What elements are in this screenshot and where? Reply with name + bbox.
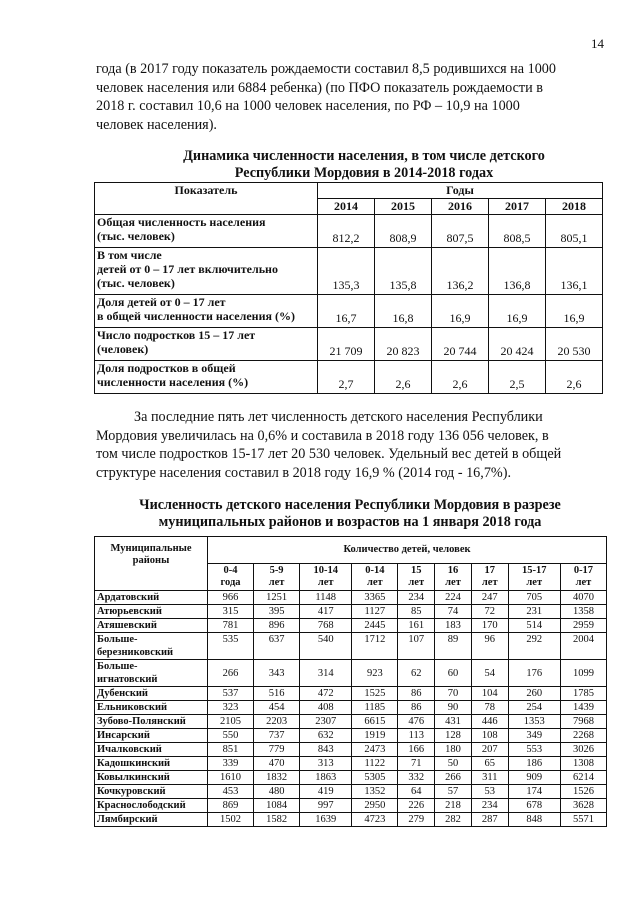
page-number: 14 xyxy=(591,36,604,51)
value-cell: 2,6 xyxy=(432,361,489,394)
count-cell: 89 xyxy=(435,633,472,660)
count-cell: 311 xyxy=(471,771,508,785)
district-name-line: Краснослободский xyxy=(97,800,186,811)
count-cell: 2307 xyxy=(300,715,352,729)
district-name xyxy=(95,813,208,827)
count-cell: 1084 xyxy=(254,799,300,813)
district-row xyxy=(95,715,607,729)
count-cell: 632 xyxy=(300,729,352,743)
age-group-unit: лет xyxy=(367,577,383,588)
count-cell: 1099 xyxy=(560,660,606,687)
count-cell: 266 xyxy=(208,660,254,687)
district-row xyxy=(95,591,607,605)
district-name-line: Больше- xyxy=(97,661,138,672)
count-cell: 207 xyxy=(471,743,508,757)
value-cell: 2,7 xyxy=(318,361,375,394)
row-label-line: детей от 0 – 17 лет включительно xyxy=(97,262,278,276)
district-row xyxy=(95,785,607,799)
count-cell: 2445 xyxy=(352,619,398,633)
value-cell: 808,5 xyxy=(489,215,546,248)
age-group-unit: года xyxy=(220,577,241,588)
district-name xyxy=(95,619,208,633)
age-group-range: 0-14 xyxy=(365,565,385,576)
district-name-line: Инсарский xyxy=(97,730,150,741)
count-cell: 637 xyxy=(254,633,300,660)
count-cell: 57 xyxy=(435,785,472,799)
count-cell: 417 xyxy=(300,605,352,619)
count-cell: 537 xyxy=(208,687,254,701)
count-cell: 174 xyxy=(508,785,560,799)
count-cell: 104 xyxy=(471,687,508,701)
district-name-line: Ичалковский xyxy=(97,744,162,755)
district-name xyxy=(95,715,208,729)
district-children-table xyxy=(94,536,607,827)
district-name-line: Лямбирский xyxy=(97,814,158,825)
age-group-header xyxy=(352,564,398,591)
value-cell: 16,8 xyxy=(375,295,432,328)
count-cell: 869 xyxy=(208,799,254,813)
intro-line: человек населения или 6884 ребенка) (по ПФО показатель рождаемости в xyxy=(96,79,543,96)
value-cell: 16,9 xyxy=(489,295,546,328)
age-group-range: 5-9 xyxy=(269,565,284,576)
district-name-line: Дубенский xyxy=(97,688,148,699)
count-cell: 1712 xyxy=(352,633,398,660)
count-cell: 550 xyxy=(208,729,254,743)
count-cell: 1525 xyxy=(352,687,398,701)
row-label-line: (тыс. человек) xyxy=(97,229,175,243)
count-cell: 2004 xyxy=(560,633,606,660)
count-cell: 514 xyxy=(508,619,560,633)
header-district xyxy=(95,537,208,591)
header-count: Количество детей, человек xyxy=(208,537,607,564)
value-cell: 16,9 xyxy=(432,295,489,328)
count-cell: 6615 xyxy=(352,715,398,729)
value-cell: 808,9 xyxy=(375,215,432,248)
count-cell: 349 xyxy=(508,729,560,743)
count-cell: 4723 xyxy=(352,813,398,827)
count-cell: 966 xyxy=(208,591,254,605)
count-cell: 7968 xyxy=(560,715,606,729)
count-cell: 65 xyxy=(471,757,508,771)
year-header: 2016 xyxy=(432,199,489,215)
table-row xyxy=(95,328,603,361)
district-name-line: березниковский xyxy=(97,647,174,658)
age-group-range: 16 xyxy=(447,565,459,576)
value-cell: 135,8 xyxy=(375,248,432,295)
row-label-line: Общая численность населения xyxy=(97,215,266,229)
count-cell: 54 xyxy=(471,660,508,687)
count-cell: 2105 xyxy=(208,715,254,729)
count-cell: 909 xyxy=(508,771,560,785)
count-cell: 1785 xyxy=(560,687,606,701)
count-cell: 480 xyxy=(254,785,300,799)
intro-line: человек населения). xyxy=(96,116,217,133)
district-name-line: Ельниковский xyxy=(97,702,168,713)
count-cell: 287 xyxy=(471,813,508,827)
count-cell: 5305 xyxy=(352,771,398,785)
year-header: 2017 xyxy=(489,199,546,215)
district-name-line: игнатовский xyxy=(97,674,158,685)
count-cell: 332 xyxy=(398,771,435,785)
value-cell: 20 823 xyxy=(375,328,432,361)
table-row xyxy=(95,215,603,248)
count-cell: 6214 xyxy=(560,771,606,785)
count-cell: 781 xyxy=(208,619,254,633)
table1-title-line: Республики Мордовия в 2014-2018 годах xyxy=(234,165,494,181)
age-group-header xyxy=(254,564,300,591)
age-group-header xyxy=(560,564,606,591)
count-cell: 108 xyxy=(471,729,508,743)
value-cell: 21 709 xyxy=(318,328,375,361)
age-group-unit: лет xyxy=(268,577,285,588)
district-row xyxy=(95,771,607,785)
row-label-line: Доля подростков в общей xyxy=(97,361,236,375)
count-cell: 71 xyxy=(398,757,435,771)
value-cell: 805,1 xyxy=(546,215,603,248)
district-name-line: Атяшевский xyxy=(97,620,157,631)
district-row xyxy=(95,701,607,715)
age-group-range: 15-17 xyxy=(522,565,547,576)
year-header: 2018 xyxy=(546,199,603,215)
header-district-line: районы xyxy=(132,555,170,566)
table-row xyxy=(95,248,603,295)
intro-paragraph xyxy=(96,60,604,134)
district-name xyxy=(95,660,208,687)
count-cell: 3026 xyxy=(560,743,606,757)
row-label-line: (человек) xyxy=(97,342,149,356)
summary-line: Мордовия увеличилась на 0,6% и составила в 2018 году 136 056 человек, в xyxy=(96,427,549,444)
count-cell: 395 xyxy=(254,605,300,619)
count-cell: 476 xyxy=(398,715,435,729)
district-name-line: Зубово-Полянский xyxy=(97,716,186,727)
value-cell: 20 744 xyxy=(432,328,489,361)
district-name xyxy=(95,757,208,771)
count-cell: 923 xyxy=(352,660,398,687)
district-name xyxy=(95,605,208,619)
count-cell: 896 xyxy=(254,619,300,633)
district-name xyxy=(95,771,208,785)
value-cell: 16,7 xyxy=(318,295,375,328)
count-cell: 3365 xyxy=(352,591,398,605)
count-cell: 313 xyxy=(300,757,352,771)
value-cell: 16,9 xyxy=(546,295,603,328)
value-cell: 136,1 xyxy=(546,248,603,295)
value-cell: 135,3 xyxy=(318,248,375,295)
count-cell: 74 xyxy=(435,605,472,619)
count-cell: 470 xyxy=(254,757,300,771)
district-name xyxy=(95,729,208,743)
district-name xyxy=(95,633,208,660)
count-cell: 2203 xyxy=(254,715,300,729)
age-group-range: 0-17 xyxy=(573,565,594,576)
count-cell: 516 xyxy=(254,687,300,701)
count-cell: 1353 xyxy=(508,715,560,729)
row-label xyxy=(95,328,318,361)
count-cell: 768 xyxy=(300,619,352,633)
count-cell: 997 xyxy=(300,799,352,813)
count-cell: 254 xyxy=(508,701,560,715)
count-cell: 218 xyxy=(435,799,472,813)
count-cell: 176 xyxy=(508,660,560,687)
district-name xyxy=(95,687,208,701)
table-row xyxy=(95,295,603,328)
count-cell: 1358 xyxy=(560,605,606,619)
table2-title-line: муниципальных районов и возрастов на 1 января 2018 года xyxy=(158,514,542,530)
count-cell: 292 xyxy=(508,633,560,660)
table1-title xyxy=(94,148,634,182)
count-cell: 535 xyxy=(208,633,254,660)
count-cell: 224 xyxy=(435,591,472,605)
count-cell: 314 xyxy=(300,660,352,687)
row-label xyxy=(95,361,318,394)
count-cell: 848 xyxy=(508,813,560,827)
count-cell: 540 xyxy=(300,633,352,660)
header-district-line: Муниципальные xyxy=(110,543,192,554)
row-label xyxy=(95,295,318,328)
intro-line: 2018 г. составил 10,6 на 1000 человек населения, по РФ – 10,9 на 1000 xyxy=(96,98,520,115)
row-label-line: (тыс. человек) xyxy=(97,276,175,290)
district-name-line: Больше- xyxy=(97,634,138,645)
count-cell: 779 xyxy=(254,743,300,757)
age-group-range: 17 xyxy=(484,565,496,576)
age-group-range: 10-14 xyxy=(313,565,338,576)
age-group-header xyxy=(508,564,560,591)
count-cell: 1502 xyxy=(208,813,254,827)
district-row xyxy=(95,729,607,743)
district-row xyxy=(95,619,607,633)
table2-title-line: Численность детского населения Республики Мордовия в разрезе xyxy=(139,497,561,513)
row-label-line: в общей численности населения (%) xyxy=(97,309,295,323)
age-group-header xyxy=(471,564,508,591)
header-indicator: Показатель xyxy=(95,183,318,215)
count-cell: 1308 xyxy=(560,757,606,771)
count-cell: 843 xyxy=(300,743,352,757)
count-cell: 113 xyxy=(398,729,435,743)
age-group-header xyxy=(435,564,472,591)
count-cell: 183 xyxy=(435,619,472,633)
count-cell: 1185 xyxy=(352,701,398,715)
district-row xyxy=(95,605,607,619)
count-cell: 231 xyxy=(508,605,560,619)
count-cell: 343 xyxy=(254,660,300,687)
count-cell: 1148 xyxy=(300,591,352,605)
count-cell: 2959 xyxy=(560,619,606,633)
value-cell: 20 530 xyxy=(546,328,603,361)
count-cell: 1526 xyxy=(560,785,606,799)
district-row xyxy=(95,633,607,660)
count-cell: 128 xyxy=(435,729,472,743)
age-group-unit: лет xyxy=(526,577,543,588)
value-cell: 136,2 xyxy=(432,248,489,295)
count-cell: 266 xyxy=(435,771,472,785)
value-cell: 136,8 xyxy=(489,248,546,295)
district-name xyxy=(95,785,208,799)
row-label-line: Доля детей от 0 – 17 лет xyxy=(97,295,226,309)
count-cell: 2473 xyxy=(352,743,398,757)
age-group-header xyxy=(208,564,254,591)
district-row xyxy=(95,813,607,827)
count-cell: 1582 xyxy=(254,813,300,827)
district-row xyxy=(95,799,607,813)
count-cell: 282 xyxy=(435,813,472,827)
count-cell: 1863 xyxy=(300,771,352,785)
age-group-unit: лет xyxy=(445,577,461,588)
summary-line: структуре населения составил в 2018 году 16,9 % (2014 год - 16,7%). xyxy=(96,464,512,481)
district-row xyxy=(95,660,607,687)
row-label xyxy=(95,215,318,248)
count-cell: 86 xyxy=(398,701,435,715)
summary-line: За последние пять лет численность детского населения Республики xyxy=(134,409,543,425)
count-cell: 53 xyxy=(471,785,508,799)
count-cell: 1439 xyxy=(560,701,606,715)
count-cell: 1122 xyxy=(352,757,398,771)
count-cell: 454 xyxy=(254,701,300,715)
count-cell: 472 xyxy=(300,687,352,701)
count-cell: 2950 xyxy=(352,799,398,813)
count-cell: 431 xyxy=(435,715,472,729)
count-cell: 166 xyxy=(398,743,435,757)
age-group-range: 0-4 xyxy=(223,565,238,576)
count-cell: 553 xyxy=(508,743,560,757)
count-cell: 260 xyxy=(508,687,560,701)
count-cell: 186 xyxy=(508,757,560,771)
count-cell: 96 xyxy=(471,633,508,660)
count-cell: 1127 xyxy=(352,605,398,619)
count-cell: 1919 xyxy=(352,729,398,743)
age-group-range: 15 xyxy=(411,565,422,576)
district-row xyxy=(95,687,607,701)
district-name-line: Ардатовский xyxy=(97,592,160,603)
row-label-line: В том числе xyxy=(97,248,162,262)
count-cell: 247 xyxy=(471,591,508,605)
age-group-unit: лет xyxy=(408,577,425,588)
row-label-line: численности населения (%) xyxy=(97,375,249,389)
count-cell: 851 xyxy=(208,743,254,757)
count-cell: 60 xyxy=(435,660,472,687)
count-cell: 85 xyxy=(398,605,435,619)
count-cell: 78 xyxy=(471,701,508,715)
intro-line: года (в 2017 году показатель рождаемости составил 8,5 родившихся на 1000 xyxy=(96,61,556,77)
value-cell: 2,6 xyxy=(375,361,432,394)
count-cell: 107 xyxy=(398,633,435,660)
table2-title xyxy=(60,497,640,531)
table-row xyxy=(95,361,603,394)
count-cell: 446 xyxy=(471,715,508,729)
age-group-unit: лет xyxy=(317,577,334,588)
summary-line: том числе подростков 15-17 лет 20 530 человек. Удельный вес детей в общей xyxy=(96,446,562,463)
value-cell: 20 424 xyxy=(489,328,546,361)
count-cell: 1352 xyxy=(352,785,398,799)
count-cell: 1251 xyxy=(254,591,300,605)
district-name xyxy=(95,591,208,605)
count-cell: 279 xyxy=(398,813,435,827)
district-name xyxy=(95,799,208,813)
count-cell: 180 xyxy=(435,743,472,757)
count-cell: 1610 xyxy=(208,771,254,785)
count-cell: 62 xyxy=(398,660,435,687)
count-cell: 315 xyxy=(208,605,254,619)
count-cell: 3628 xyxy=(560,799,606,813)
count-cell: 234 xyxy=(398,591,435,605)
year-header: 2015 xyxy=(375,199,432,215)
age-group-unit: лет xyxy=(575,577,592,588)
count-cell: 1639 xyxy=(300,813,352,827)
count-cell: 170 xyxy=(471,619,508,633)
population-dynamics-table xyxy=(94,182,603,394)
age-group-unit: лет xyxy=(481,577,498,588)
value-cell: 812,2 xyxy=(318,215,375,248)
count-cell: 408 xyxy=(300,701,352,715)
count-cell: 64 xyxy=(398,785,435,799)
value-cell: 807,5 xyxy=(432,215,489,248)
count-cell: 323 xyxy=(208,701,254,715)
count-cell: 90 xyxy=(435,701,472,715)
count-cell: 453 xyxy=(208,785,254,799)
row-label xyxy=(95,248,318,295)
count-cell: 737 xyxy=(254,729,300,743)
age-group-header xyxy=(300,564,352,591)
count-cell: 678 xyxy=(508,799,560,813)
count-cell: 4070 xyxy=(560,591,606,605)
count-cell: 705 xyxy=(508,591,560,605)
row-label-line: Число подростков 15 – 17 лет xyxy=(97,328,256,342)
age-group-header xyxy=(398,564,435,591)
header-years: Годы xyxy=(318,183,603,199)
count-cell: 1832 xyxy=(254,771,300,785)
district-name-line: Кочкуровский xyxy=(97,786,166,797)
district-row xyxy=(95,757,607,771)
count-cell: 226 xyxy=(398,799,435,813)
count-cell: 234 xyxy=(471,799,508,813)
count-cell: 86 xyxy=(398,687,435,701)
district-name xyxy=(95,743,208,757)
district-name xyxy=(95,701,208,715)
count-cell: 50 xyxy=(435,757,472,771)
count-cell: 2268 xyxy=(560,729,606,743)
value-cell: 2,6 xyxy=(546,361,603,394)
value-cell: 2,5 xyxy=(489,361,546,394)
district-name-line: Кадошкинский xyxy=(97,758,171,769)
table1-title-line: Динамика численности населения, в том числе детского xyxy=(183,148,545,164)
count-cell: 339 xyxy=(208,757,254,771)
count-cell: 161 xyxy=(398,619,435,633)
district-name-line: Ковылкинский xyxy=(97,772,170,783)
count-cell: 5571 xyxy=(560,813,606,827)
count-cell: 419 xyxy=(300,785,352,799)
district-row xyxy=(95,743,607,757)
summary-paragraph xyxy=(96,408,604,482)
year-header: 2014 xyxy=(318,199,375,215)
district-name-line: Атюрьевский xyxy=(97,606,162,617)
count-cell: 72 xyxy=(471,605,508,619)
count-cell: 70 xyxy=(435,687,472,701)
